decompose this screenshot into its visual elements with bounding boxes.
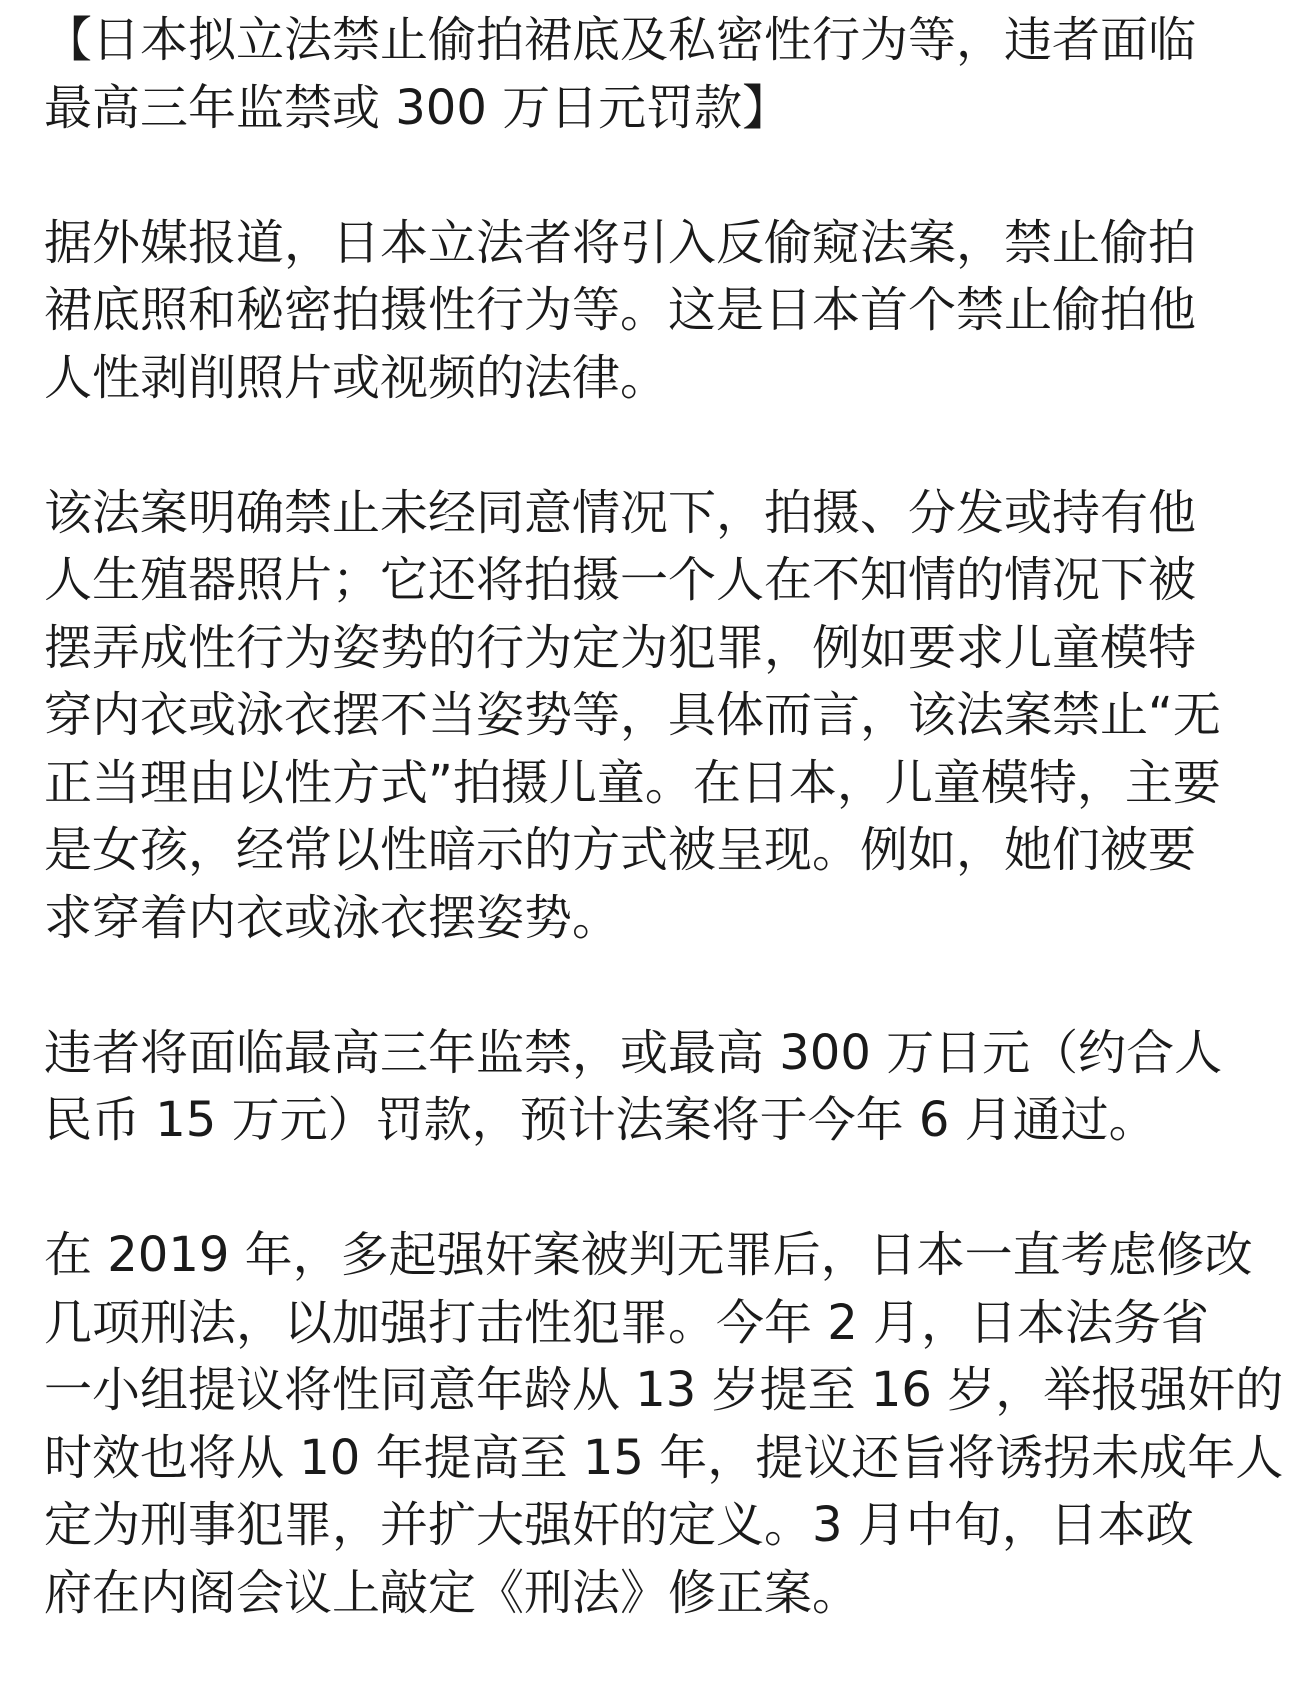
paragraph-line: 人生殖器照片；它还将拍摄一个人在不知情的情况下被: [44, 552, 1197, 608]
paragraph-line: 一小组提议将性同意年龄从 13 岁提至 16 岁，举报强奸的: [44, 1362, 1284, 1418]
paragraph-line: 在 2019 年，多起强奸案被判无罪后，日本一直考虑修改: [44, 1227, 1253, 1283]
paragraph-line: 几项刑法，以加强打击性犯罪。今年 2 月，日本法务省: [44, 1294, 1210, 1351]
paragraph-line: 定为刑事犯罪，并扩大强奸的定义。3 月中旬，日本政: [44, 1497, 1194, 1553]
paragraph-line: 违者将面临最高三年监禁，或最高 300 万日元（约合人: [44, 1024, 1223, 1081]
paragraph-line: 人性剥削照片或视频的法律。: [44, 349, 669, 406]
article: [44, 0, 1284, 1627]
title-line: 【日本拟立法禁止偷拍裙底及私密性行为等，违者面临: [44, 12, 1197, 68]
paragraph-line: 裙底照和秘密拍摄性行为等。这是日本首个禁止偷拍他: [44, 282, 1197, 338]
paragraph-3: [44, 1020, 1250, 1155]
paragraph-line: 府在内阁会议上敲定《刑法》修正案。: [44, 1564, 861, 1621]
paragraph-4: [44, 1222, 1284, 1627]
paragraph-line: 求穿着内衣或泳衣摆姿势。: [44, 889, 621, 946]
paragraph-gap: [44, 952, 1250, 1020]
paragraph-2: [44, 480, 1250, 953]
paragraph-1: [44, 210, 1250, 413]
paragraph-line: 时效也将从 10 年提高至 15 年，提议还旨将诱拐未成年人: [44, 1429, 1284, 1486]
title-line: 最高三年监禁或 300 万日元罚款】: [44, 79, 791, 136]
paragraph-line: 正当理由以性方式”拍摄儿童。在日本，儿童模特，主要: [44, 754, 1221, 811]
article-title: [44, 7, 1250, 142]
paragraph-gap: [44, 1155, 1250, 1223]
paragraph-line: 摆弄成性行为姿势的行为定为犯罪，例如要求儿童模特: [44, 619, 1197, 676]
paragraph-gap: [44, 412, 1250, 480]
paragraph-line: 据外媒报道，日本立法者将引入反偷窥法案，禁止偷拍: [44, 214, 1197, 271]
paragraph-gap: [44, 142, 1250, 210]
paragraph-line: 穿内衣或泳衣摆不当姿势等，具体而言，该法案禁止“无: [44, 687, 1221, 743]
paragraph-line: 是女孩，经常以性暗示的方式被呈现。例如，她们被要: [44, 822, 1197, 878]
paragraph-line: 民币 15 万元）罚款，预计法案将于今年 6 月通过。: [44, 1092, 1157, 1148]
paragraph-line: 该法案明确禁止未经同意情况下，拍摄、分发或持有他: [44, 484, 1197, 541]
